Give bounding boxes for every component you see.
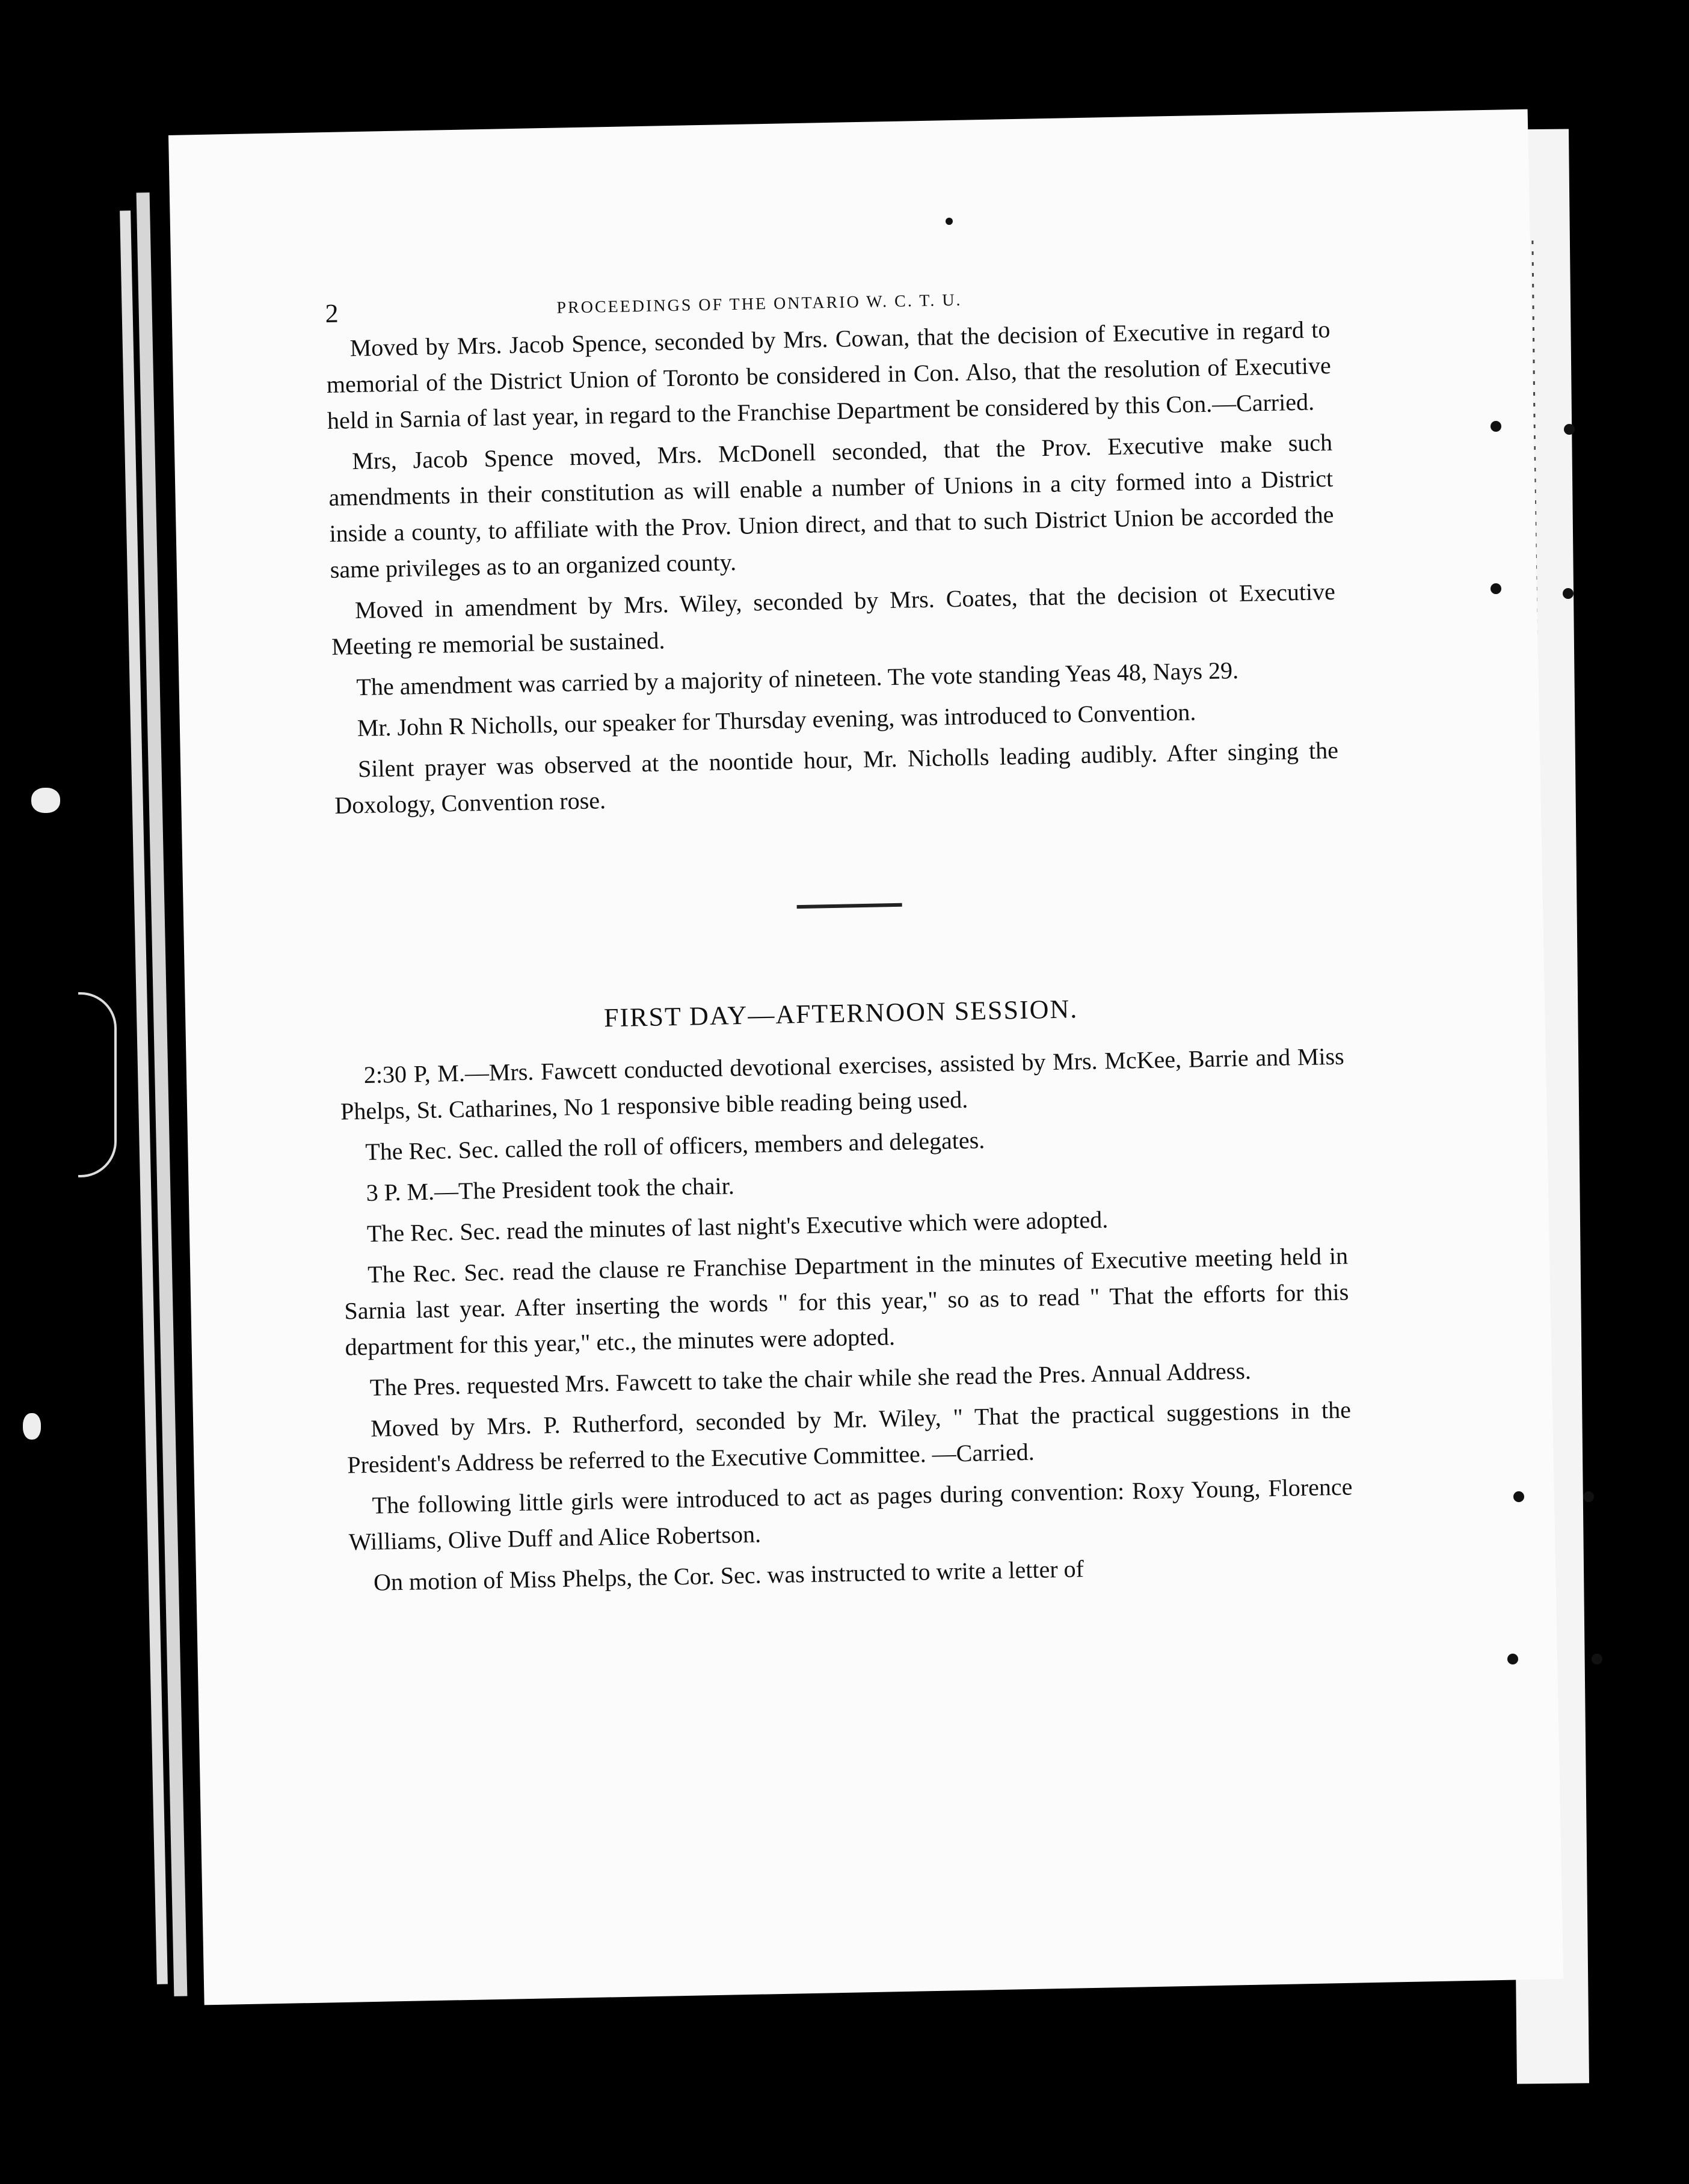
paragraph: The Rec. Sec. read the minutes of last night's Executive which were adopted. — [366, 1206, 1109, 1247]
paragraph: Moved in amendment by Mrs. Wiley, seconded by Mrs. Coates, that the decision ot Executive Meeting re memorial be sustained. — [331, 577, 1336, 660]
paragraph: The Rec. Sec. called the roll of officers, members and delegates. — [365, 1126, 985, 1165]
paragraph: The following little girls were introduced to act as pages during convention: Roxy Young, Florence Williams, Olive Duff and Alice Robertson. — [348, 1473, 1353, 1556]
paper-fragment — [23, 1413, 41, 1440]
paper-fragment — [31, 788, 60, 813]
paragraph: Silent prayer was observed at the noontide hour, Mr. Nicholls leading audibly. After singing the Doxology, Convention rose. — [334, 736, 1339, 819]
running-title: PROCEEDINGS OF THE ONTARIO W. C. T. U. — [556, 290, 962, 317]
paragraph: The Pres. requested Mrs. Fawcett to take the chair while she read the Pres. Annual Address. — [369, 1357, 1252, 1401]
paragraph: The amendment was carried by a majority of nineteen. The vote standing Yeas 48, Nays 29. — [356, 656, 1239, 701]
paragraph: Mrs, Jacob Spence moved, Mrs. McDonell seconded, that the Prov. Executive make such amendments in their constitution as will enable a number of Unions in a city formed into a District inside a county, to affiliate with the Prov. Union direct, and that to such District Union be accorded the same privileges as to an organized county. — [328, 428, 1334, 583]
loose-thread — [78, 992, 117, 1177]
ink-speck — [946, 218, 953, 225]
binding-hole — [1513, 1491, 1524, 1502]
section-heading: FIRST DAY—AFTERNOON SESSION. — [603, 994, 1078, 1033]
paragraph: 3 P. M.—The President took the chair. — [366, 1172, 735, 1206]
page-number: 2 — [325, 298, 339, 328]
paragraph: The Rec. Sec. read the clause re Franchise Department in the minutes of Executive meeting held in Sarnia last year. After inserting the words " for this year," so as to read " That the efforts for this department for this year," etc., the minutes were adopted. — [344, 1242, 1349, 1361]
binding-hole — [1491, 583, 1501, 594]
binding-hole — [1592, 1654, 1602, 1664]
page-text — [325, 275, 1355, 1606]
paragraph: Mr. John R Nicholls, our speaker for Thursday evening, was introduced to Convention. — [357, 698, 1196, 742]
binding-hole — [1564, 424, 1575, 435]
binding-hole — [1583, 1491, 1594, 1502]
paragraph: Moved by Mrs. Jacob Spence, seconded by Mrs. Cowan, that the decision of Executive in regard to memorial of the District Union of Toronto be considered in Con. Also, that the resolution of Executive held in Sarnia of last year, in regard to the Franchise Department be considered by this Con.—Carried. — [326, 315, 1331, 434]
section-divider — [797, 903, 902, 909]
binding-hole — [1563, 588, 1574, 599]
paragraph: On motion of Miss Phelps, the Cor. Sec. was instructed to write a letter of — [373, 1555, 1084, 1596]
paragraph: Moved by Mrs. P. Rutherford, seconded by Mr. Wiley, " That the practical suggestions in the President's Address be referred to the Executive Committee. —Carried. — [346, 1396, 1352, 1479]
binding-hole — [1507, 1654, 1518, 1664]
binding-hole — [1491, 421, 1501, 432]
paragraph: 2:30 P, M.—Mrs. Fawcett conducted devotional exercises, assisted by Mrs. McKee, Barrie and Miss Phelps, St. Catharines, No 1 responsive bible reading being used. — [340, 1042, 1345, 1125]
